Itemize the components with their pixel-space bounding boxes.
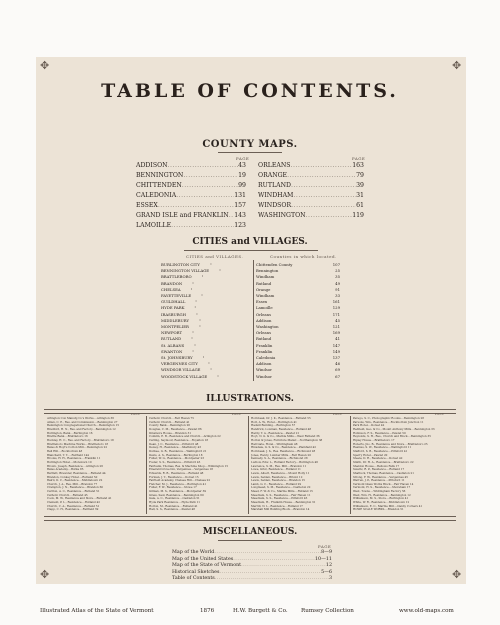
county-name: ESSEX bbox=[136, 202, 158, 209]
misc-name: Map of the United States bbox=[172, 556, 234, 562]
page-number: 67 bbox=[335, 373, 340, 379]
misc-entry bbox=[172, 563, 332, 570]
city-name: MONTPELIER bbox=[161, 324, 189, 330]
illustration-entry: Mead, F. W. & Co., Marble Mills....Rutland 15 bbox=[251, 490, 313, 494]
illustration-entry: Edwards, R. B., Residence....Rutland 48 bbox=[149, 471, 204, 475]
illustration-entry: Brooks, H. H., Residence....Franklin 11 bbox=[47, 457, 101, 461]
page-number: 129 bbox=[332, 305, 340, 311]
illustration-entry: Redfield, Geo. & Co., Mount Anthony Mills....Bennington 33 bbox=[353, 427, 435, 431]
county-name: Windsor bbox=[256, 373, 272, 379]
county-name: WINDHAM bbox=[258, 192, 294, 199]
illustration-entry: Steele, D. R., Residence....Dorset 42 bbox=[353, 457, 403, 461]
leader-dots bbox=[168, 161, 239, 171]
illustration-entry: Crampton, J. N., Residence....Brandon 60 bbox=[47, 486, 104, 490]
page-number: 149 bbox=[332, 348, 340, 354]
county-name: Addison bbox=[256, 361, 272, 367]
illustrations-list-1 bbox=[47, 417, 143, 512]
leader-dots bbox=[233, 557, 315, 564]
illustration-entry: Dewey, H., Residence....Shaftsbury 43 bbox=[149, 446, 201, 450]
cities-list bbox=[161, 262, 249, 380]
footer-publisher: H.W. Burgett & Co. bbox=[233, 608, 288, 614]
illustration-entry: Sheldon House....Bellows Falls 17 bbox=[353, 464, 400, 468]
county-name: WINDSOR bbox=[258, 202, 292, 209]
page-number: 31 bbox=[356, 192, 364, 199]
county-name: Windham bbox=[256, 293, 275, 299]
page-number: 25 bbox=[335, 268, 340, 274]
page-column-label: PAGE bbox=[318, 544, 332, 549]
illustration-entry: Gale, A. C., Residence....Castleton 51 bbox=[149, 497, 200, 501]
page-number: 41 bbox=[335, 336, 340, 342]
leader-dots bbox=[158, 201, 234, 211]
county-map-entry bbox=[258, 201, 364, 211]
county-name: Rutland bbox=[256, 336, 272, 342]
ditto-mark: " bbox=[192, 280, 194, 286]
illustration-entry: Jones, Henry, Lumber Mills....Fair Haven 20 bbox=[251, 453, 311, 457]
county-name: Orange bbox=[256, 286, 271, 292]
column-divider bbox=[253, 260, 254, 381]
illustration-entry: Merrill, N. L., Residence....Rutland 17 bbox=[251, 504, 303, 508]
leader-dots bbox=[291, 181, 356, 191]
corner-ornament: ✥ bbox=[40, 568, 50, 581]
illustration-entry: Shattuck, Thomas, Residence....Castleton 21 bbox=[353, 471, 414, 475]
page-number: 69 bbox=[335, 367, 340, 373]
page-number: 169 bbox=[332, 330, 340, 336]
county-name: BENNINGTON bbox=[136, 172, 184, 179]
illustration-entry: County Bank....Bennington 26 bbox=[149, 424, 190, 428]
illustration-entry: West, Towns....Whitingham Factory 56 bbox=[353, 490, 406, 494]
page-number: 39 bbox=[356, 182, 364, 189]
ditto-mark: " bbox=[191, 336, 193, 342]
county-entry bbox=[256, 374, 340, 380]
illustration-entry: Church, J. A., Res. Mill....Brandon 77 bbox=[47, 482, 98, 486]
illustration-entry: Dean, J. C., Residence....Pittsford 48 bbox=[149, 442, 199, 446]
divider bbox=[44, 516, 456, 521]
illustration-entry: Lamb, G. C., Residence....Rutland 29 bbox=[251, 482, 302, 486]
city-name: GUILDHALL bbox=[161, 299, 186, 305]
ditto-mark: " bbox=[201, 274, 204, 280]
county-name: Washington bbox=[256, 324, 279, 330]
illustration-entry: Fuller, W. G., Residence....Montpelier 23 bbox=[149, 457, 204, 461]
county-name: Chittenden County bbox=[256, 262, 293, 267]
illustration-entry: Lewis, Albert, Residence....Mount Holly 11 bbox=[251, 471, 310, 475]
illustration-entry: Holt, A. W., Hotel....Burlington 41 bbox=[251, 420, 297, 424]
county-name: Windham bbox=[256, 274, 275, 280]
illustration-entry: Brattleboro Machine Works....Brattleboro 18 bbox=[47, 442, 109, 446]
county-name: ORLEANS bbox=[258, 162, 291, 169]
county-name: Addison bbox=[256, 317, 272, 323]
illustration-entry: Lewis, Selden, Residence....Bristol 12 bbox=[251, 475, 303, 479]
illustration-entry: Roberts, Jno. B., Residence and Store....Brattleboro 25 bbox=[353, 442, 428, 446]
page-column-label: PAGE bbox=[232, 413, 242, 416]
illustration-entry: Catholic Church....Rutland 45 bbox=[47, 493, 88, 497]
illustrations-list-3 bbox=[251, 417, 347, 512]
page-column-label: PAGE bbox=[435, 413, 445, 416]
illustration-entry: Ludlow, Edw. L., Rutland Factory....Burlington 46 bbox=[251, 460, 318, 464]
illustration-entry: Brattle Bank....Brattleboro 16 bbox=[47, 435, 88, 439]
illustrations-list-2 bbox=[149, 417, 245, 512]
city-name: BRANDON bbox=[161, 280, 183, 286]
illustration-entry: Swartz, R. P., Residence....Rutland 17 bbox=[353, 468, 405, 472]
county-maps-list-left bbox=[136, 161, 246, 231]
page-column-label: PAGE bbox=[333, 413, 343, 416]
illustration-entry: West, Wm. H., Residence....Bennington 12 bbox=[353, 493, 411, 497]
city-name: St. JOHNSBURY bbox=[161, 355, 193, 361]
county-map-entry bbox=[258, 211, 364, 221]
county-name: Orleans bbox=[256, 330, 272, 336]
ditto-mark: " bbox=[199, 317, 201, 323]
illustration-entry: Foster, S. S., Residence....Pittsford 45 bbox=[149, 460, 201, 464]
illustration-entry: Gilman, M. S., Residence....Montpelier 39 bbox=[149, 490, 206, 494]
illustration-entry: Clapp, C. H., Residence....Fairfield 39 bbox=[47, 508, 99, 512]
leader-dots bbox=[171, 221, 234, 231]
page-number: 5—6 bbox=[321, 569, 332, 575]
county-name: Essex bbox=[256, 299, 268, 305]
illustration-entry: Durkee, G. B., Residence....Wallingford 21 bbox=[149, 449, 207, 453]
county-name: WASHINGTON bbox=[258, 212, 306, 219]
leader-dots bbox=[290, 161, 352, 171]
illustration-entry: Ripley House....Brattleboro 17 bbox=[353, 438, 395, 442]
ditto-mark: " bbox=[195, 311, 198, 317]
county-map-entry bbox=[258, 171, 364, 181]
county-name: Lamoille bbox=[256, 305, 273, 311]
city-name: NEWPORT bbox=[161, 330, 182, 336]
leader-dots bbox=[293, 191, 356, 201]
illustration-entry: Hoyt, N. G. & Co., Marble Mills....West Rutland 36 bbox=[251, 435, 320, 439]
illustration-entry: Fuller, F. W., Residence....Stowe 17 bbox=[149, 486, 197, 490]
county-name: Franklin bbox=[256, 348, 273, 354]
illustration-entry: Hinsdale, G. S. & Co., Residence....Plainfield 42 bbox=[251, 446, 316, 450]
misc-entry bbox=[172, 576, 332, 583]
divider bbox=[184, 250, 318, 251]
page-number: 45 bbox=[335, 317, 340, 323]
illustration-entry: Bartlett, Brewster, Residence....Rutland 44 bbox=[47, 471, 106, 475]
page-number: 99 bbox=[238, 182, 246, 189]
city-name: St. ALBANS bbox=[161, 342, 185, 348]
illustration-entry: Hornbeak, Dr. J. K., Residence....Rutland 55 bbox=[251, 417, 311, 420]
corner-ornament: ✥ bbox=[452, 568, 462, 581]
illustration-entry: White, W. R., Residence....Middletown 12 bbox=[353, 501, 410, 505]
illustration-entry: Vermont, H. S., Residence....Shoreham 17 bbox=[353, 486, 411, 490]
ditto-mark: " bbox=[210, 367, 213, 373]
county-name: CHITTENDEN bbox=[136, 182, 182, 189]
illustration-entry: Meacham, H., Franklin House....Bennington 31 bbox=[251, 501, 316, 505]
page-number: 171 bbox=[332, 311, 340, 317]
illustration-entry: Buckley, H. C., Res. and Factory....Brattleboro 18 bbox=[47, 438, 114, 442]
page-number: 107 bbox=[332, 262, 340, 267]
illustration-entry: Hall, S. S., Residence....Pawlet 48 bbox=[149, 508, 195, 512]
illustration-entry: Burlington Hotel....Moretown 10 bbox=[47, 460, 92, 464]
ditto-mark: " bbox=[207, 361, 210, 367]
illustration-entry: Reynolds, S. H., Res., Church and Block....Bennington 35 bbox=[353, 435, 431, 439]
county-map-entry bbox=[136, 181, 246, 191]
illustration-entry: Parsons, Wm., Residence....Rockbottom Junction 11 bbox=[353, 420, 424, 424]
county-map-entry bbox=[136, 211, 246, 221]
leader-dots bbox=[241, 563, 326, 570]
column-divider bbox=[248, 416, 249, 514]
illustration-entry: Catholic Church....Rutland 41 bbox=[149, 420, 190, 424]
ditto-mark: " bbox=[209, 262, 212, 267]
page-number: 137 bbox=[332, 355, 340, 361]
page-number: 3 bbox=[328, 576, 332, 582]
illustration-entry: Marshall Mill Building Block....Brandon 14 bbox=[251, 508, 310, 512]
illustration-entry: Hall Gate, Hotel....Whitingham 48 bbox=[251, 442, 298, 446]
city-name: SWANTON bbox=[161, 348, 183, 354]
illustration-entry: Blanchard, T. T.....Fairfield 144 bbox=[47, 453, 89, 457]
illustration-entry: Carling, Seymour, Residence....Royalton 18 bbox=[149, 438, 209, 442]
illustration-entry: Burlington, Bank....Burlington 16 bbox=[47, 431, 93, 435]
misc-name: Historical Sketches bbox=[172, 569, 220, 575]
city-name: CHELSEA bbox=[161, 286, 181, 292]
page-column-label: PAGE bbox=[352, 156, 366, 161]
county-map-entry bbox=[258, 191, 364, 201]
page-column-label: PAGE bbox=[131, 413, 141, 416]
page-number: 35 bbox=[335, 274, 340, 280]
leader-dots bbox=[214, 550, 321, 557]
illustration-entry: Brown, Joseph, Residence....Arlington 26 bbox=[47, 464, 103, 468]
miscellaneous-heading: MISCELLANEOUS. bbox=[202, 527, 298, 537]
county-name: ORANGE bbox=[258, 172, 288, 179]
illustration-entry: Robinson, F. S., Residence....Pawlet 50 bbox=[353, 431, 406, 435]
page-number: 61 bbox=[356, 202, 364, 209]
page-number: 19 bbox=[238, 172, 246, 179]
ditto-mark: " bbox=[194, 342, 197, 348]
page-number: 33 bbox=[335, 293, 340, 299]
page-number: 119 bbox=[352, 212, 364, 219]
page-number: 147 bbox=[332, 342, 340, 348]
leader-dots bbox=[176, 191, 234, 201]
corner-ornament: ✥ bbox=[40, 59, 50, 72]
illustration-entry: Lawrence, S. M., Res. Mill....Brandon 11 bbox=[251, 464, 307, 468]
illustration-entry: Williamson, E. C., Marble Mill....Danby Corners 41 bbox=[353, 504, 423, 508]
county-map-entry bbox=[258, 181, 364, 191]
county-name: Caledonia bbox=[256, 355, 276, 361]
county-map-entry bbox=[136, 161, 246, 171]
illustration-entry: Warren, J. P., Residence....Pittsford 11 bbox=[353, 479, 405, 483]
city-name: WINDSOR VILLAGE bbox=[161, 367, 201, 373]
page-number: 12 bbox=[325, 563, 332, 569]
ditto-mark: " bbox=[202, 355, 205, 361]
ditto-mark: " bbox=[201, 293, 203, 299]
illustration-entry: Hyde Park Residence....Hyde Park 11 bbox=[149, 501, 200, 505]
city-name: MIDDLEBURY bbox=[161, 317, 190, 323]
illustration-entry: Bates & Hoyt's Cotton Mill....Bennington 22 bbox=[47, 446, 108, 450]
county-column-header: Counties in which located. bbox=[270, 254, 337, 259]
county-name: LAMOILLE bbox=[136, 222, 172, 229]
leader-dots bbox=[183, 171, 238, 181]
illustration-entry: Bradford, H. N., Res. and Factory....Bennington 12 bbox=[47, 427, 116, 431]
illustration-entry: Rasmus, S. W., Residence....Wallingford 11 bbox=[353, 446, 412, 450]
divider bbox=[218, 540, 282, 541]
misc-name: Map of the State of Vermont bbox=[172, 563, 242, 569]
misc-name: Map of the World bbox=[172, 550, 215, 555]
county-name: Orleans bbox=[256, 311, 272, 317]
illustration-entry: Lewis, Selden, Residence....Brandon 15 bbox=[251, 479, 306, 483]
county-name: Bennington bbox=[256, 268, 279, 274]
miscellaneous-list bbox=[172, 550, 332, 583]
ditto-mark: " bbox=[198, 324, 201, 330]
illustration-entry: Hendrick, Lowman, Residence....Rutland 48 bbox=[251, 427, 312, 431]
county-map-entry bbox=[136, 191, 246, 201]
ditto-mark: " bbox=[217, 373, 219, 379]
county-name: GRAND ISLE and FRANKLIN bbox=[136, 212, 229, 219]
page-number: 10—11 bbox=[314, 556, 332, 562]
page-number: 43 bbox=[238, 162, 246, 169]
cities-column-header: CITIES and VILLAGES. bbox=[186, 254, 244, 259]
illustration-entry: Grass, Saul, Residence....Bennington 60 bbox=[149, 493, 204, 497]
illustration-entry: Catholic Church....Fair Haven 75 bbox=[149, 417, 194, 420]
county-name: RUTLAND bbox=[258, 182, 291, 189]
illustration-entry: Clement, P. L., Residence....Rutland 42 bbox=[47, 501, 100, 505]
illustration-entry: Davis, A. S., Residence....Burlington 18 bbox=[149, 453, 203, 457]
illustration-entry: Brandon, Conkey Hotel....Rutland 50 bbox=[47, 475, 98, 479]
divider bbox=[44, 409, 456, 414]
column-divider bbox=[350, 416, 351, 514]
illustration-entry: Meacham, S. S., Residence....Pittsford 45 bbox=[251, 497, 308, 501]
county-name: ADDISON bbox=[136, 162, 168, 169]
page-number: 49 bbox=[335, 280, 340, 286]
illustration-entry: Douglas, C. M., Residence....Pawlet 86 bbox=[149, 427, 202, 431]
illustration-entry: Bennington Congregational Church....Bennington 15 bbox=[47, 424, 120, 428]
page-number: 163 bbox=[352, 162, 364, 169]
illustrations-list-4 bbox=[353, 417, 451, 512]
illustration-entry: Holton & Jones, Furniture Manuf....Northampton 38 bbox=[251, 438, 323, 442]
ditto-mark: " bbox=[219, 268, 221, 274]
county-map-entry bbox=[136, 221, 246, 231]
page-number: 131 bbox=[234, 192, 246, 199]
leader-dots bbox=[219, 570, 321, 577]
illustration-entry: Williamson, M. S., Store....Burlington 41 bbox=[353, 497, 409, 501]
city-name: IRASBURGH bbox=[161, 311, 186, 317]
city-name: WOODSTOCK VILLAGE bbox=[161, 373, 208, 379]
illustration-entry: Baird, D. C., Residence....Middletown 22 bbox=[47, 479, 103, 483]
city-entry bbox=[161, 374, 249, 380]
illustration-entry: Hadsill Building....Burlington 57 bbox=[251, 424, 296, 428]
illustration-entry: Meacham, S. S., Residence....Fair Haven 11 bbox=[251, 493, 311, 497]
illustration-entry: Conklin, E. B., Residence and Church....Arlington 22 bbox=[149, 435, 221, 439]
illustration-entry: Emerald Grove Inn, Vergennes....Vergennes 18 bbox=[149, 468, 213, 472]
city-name: HYDE PARK bbox=[161, 305, 185, 311]
page-number: 123 bbox=[234, 222, 246, 229]
ditto-mark: " bbox=[192, 348, 195, 354]
illustration-entry: Bell Hill....Rockbottom 48 bbox=[47, 449, 83, 453]
page-number: 91 bbox=[335, 286, 340, 292]
leader-dots bbox=[215, 576, 329, 583]
illustration-entry: Fairfield Academy, Chelsea Hill....Chelsea 22 bbox=[149, 479, 211, 483]
county-name: Rutland bbox=[256, 280, 272, 286]
county-map-entry bbox=[136, 201, 246, 211]
corner-ornament: ✥ bbox=[452, 59, 462, 72]
county-list bbox=[256, 262, 340, 380]
county-maps-heading: COUNTY MAPS. bbox=[202, 139, 298, 150]
county-map-entry bbox=[136, 171, 246, 181]
divider bbox=[218, 152, 282, 153]
page-number: 8—9 bbox=[321, 550, 332, 555]
illustration-entry: Cook, M. W., Residence and Store....Rutland 41 bbox=[47, 497, 112, 501]
illustration-entry: Stafford, S. B., Residence....Pittsford 41 bbox=[353, 449, 408, 453]
footer-atlas-title: Illustrated Atlas of the State of Vermont bbox=[40, 608, 154, 614]
illustration-entry: Sperry Hotel....Pawlet 20 bbox=[353, 453, 388, 457]
illustration-entry: Forman, J. T., Residence....Dorset 15 bbox=[149, 475, 199, 479]
illustration-entry: Smith, Dr. H. A., Residence....Brattleboro 22 bbox=[353, 460, 414, 464]
page-number: 161 bbox=[332, 299, 340, 305]
illustration-entry: Hardy, T. A., Residence....Pawlet 21 bbox=[251, 431, 300, 435]
illustration-entry: Lowe, Grist, Residence....Rutland 11 bbox=[251, 468, 301, 472]
ditto-mark: " bbox=[195, 299, 198, 305]
illustration-entry: Church, C. A., Residence....Rutland 51 bbox=[47, 504, 100, 508]
county-name: Windsor bbox=[256, 367, 272, 373]
illustration-entry: Fairbank, Thomas, Res. & Machine Shop....Wilmington 15 bbox=[149, 464, 229, 468]
illustration-entry: Carlton, A. C., Residence....Rutland 51 bbox=[47, 490, 100, 494]
leader-dots bbox=[306, 211, 353, 221]
leader-dots bbox=[291, 201, 356, 211]
illustration-entry: Perego, S. C., Photographic Rooms....Bennington 28 bbox=[353, 417, 424, 420]
leader-dots bbox=[287, 171, 356, 181]
city-name: BRATTLEBORO bbox=[161, 274, 192, 280]
column-divider bbox=[146, 416, 147, 514]
illustration-entry: Alden, C. E., Res. and Commission....Bennington 27 bbox=[47, 420, 118, 424]
page-number: 121 bbox=[332, 324, 340, 330]
illustration-entry: Bates Academy....Burke 85 bbox=[47, 468, 84, 472]
city-name: FAYETTEVILLE bbox=[161, 293, 192, 299]
illustrations-heading: ILLUSTRATIONS. bbox=[206, 394, 294, 404]
illustration-entry: Arlington Con Manufg Co's Works....Arlington 36 bbox=[47, 417, 114, 420]
page-number: 79 bbox=[356, 172, 364, 179]
ditto-mark: " bbox=[190, 286, 193, 292]
page-title: TABLE OF CONTENTS. bbox=[101, 80, 399, 102]
city-name: VERGENNES CITY bbox=[161, 361, 198, 367]
footer-collection: Rumsey Collection bbox=[301, 608, 354, 614]
cities-villages-heading: CITIES and VILLAGES. bbox=[192, 237, 308, 247]
illustration-entry: Park Hotel....Dorset 42 bbox=[353, 424, 385, 428]
county-name: Franklin bbox=[256, 342, 273, 348]
illustration-entry: Dinsmore House....Brandon 31 bbox=[149, 431, 192, 435]
illustration-entry: Vermont Glass Works Block....Fair Haven 14 bbox=[353, 482, 414, 486]
misc-entry bbox=[172, 550, 332, 557]
city-name: BENNINGTON VILLAGE bbox=[161, 268, 210, 274]
page-number: 46 bbox=[335, 361, 340, 367]
illustration-entry: Strong, F. W., Residence....Vergennes 45 bbox=[353, 475, 408, 479]
ditto-mark: " bbox=[194, 305, 197, 311]
leader-dots bbox=[182, 181, 238, 191]
illustration-entry: Fletcher, M. J., Residence....Burlington 41 bbox=[149, 482, 207, 486]
page-number: 143 bbox=[234, 212, 246, 219]
ditto-mark: " bbox=[192, 330, 194, 336]
county-maps-list-right bbox=[258, 161, 364, 221]
illustration-entry: Longmead, S. M., Residence....Castleton 22 bbox=[251, 486, 311, 490]
illustration-entry: HOWE SCALE WORKS....Brandon 51 bbox=[353, 508, 404, 512]
page-number: 157 bbox=[234, 202, 246, 209]
illustration-entry: Kennedy, S. A., Residence....Richmond 28 bbox=[251, 457, 308, 461]
illustration-entry: Hornbeak, J. S., Res. Residence....Richmond 28 bbox=[251, 449, 316, 453]
page-column-label: PAGE bbox=[236, 156, 250, 161]
county-map-entry bbox=[258, 161, 364, 171]
city-name: BURLINGTON CITY bbox=[161, 262, 200, 267]
county-name: CALEDONIA bbox=[136, 192, 177, 199]
illustration-entry: Holton, M., Residence....Rutland 41 bbox=[149, 504, 198, 508]
city-name: RUTLAND bbox=[161, 336, 182, 342]
footer-url: www.old-maps.com bbox=[399, 608, 454, 614]
footer-year: 1876 bbox=[200, 608, 215, 614]
misc-name: Table of Contents bbox=[172, 576, 215, 582]
